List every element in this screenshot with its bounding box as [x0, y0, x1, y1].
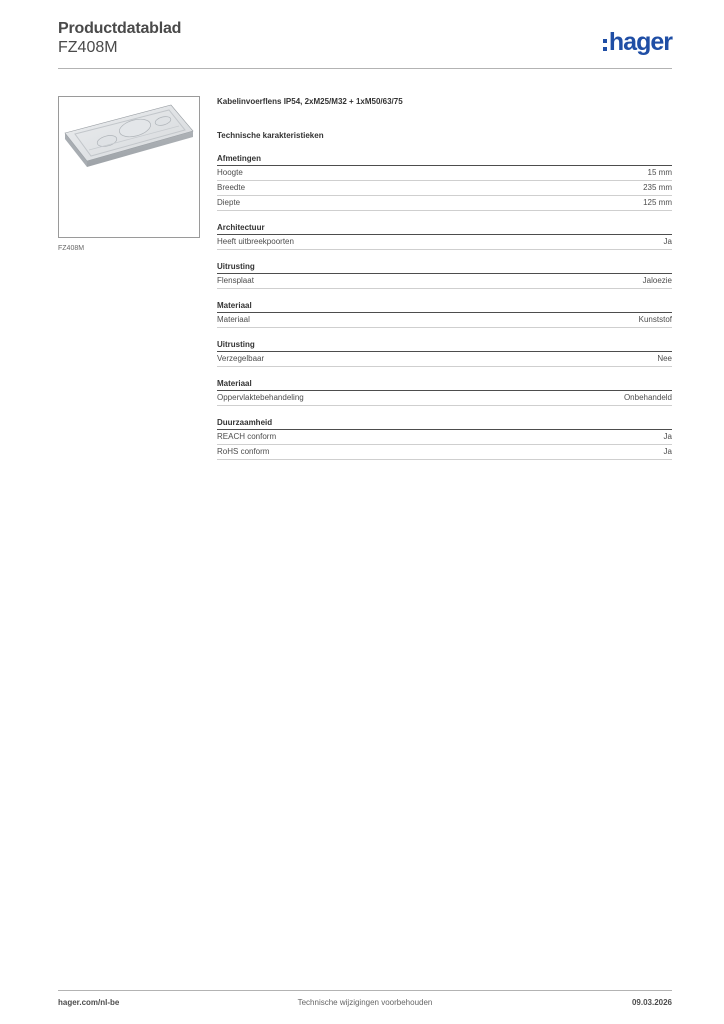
page-footer	[58, 998, 672, 1010]
footer-divider	[58, 990, 672, 991]
spec-section-equipment	[217, 338, 672, 367]
product-reference: FZ408M	[58, 39, 118, 56]
disclaimer-text: Technische wijzigingen voorbehouden	[297, 998, 433, 1007]
spec-row	[217, 235, 672, 250]
spec-label: Hoogte	[217, 168, 243, 177]
spec-label: Diepte	[217, 198, 241, 207]
spec-label: Flensplaat	[217, 276, 254, 285]
section-title: Materiaal	[217, 299, 672, 313]
spec-row	[217, 445, 672, 460]
cable-entry-plate-illustration	[59, 97, 199, 237]
section-title: Duurzaamheid	[217, 416, 672, 430]
spec-section-sustainability	[217, 416, 672, 460]
product-image	[58, 96, 200, 238]
section-title: Uitrusting	[217, 338, 672, 352]
spec-value: Ja	[663, 447, 672, 456]
spec-value: Onbehandeld	[623, 393, 672, 402]
spec-label: Heeft uitbreekpoorten	[217, 237, 294, 246]
hager-logo	[603, 28, 672, 56]
spec-section-dimensions	[217, 152, 672, 211]
spec-section-material	[217, 377, 672, 406]
spec-value: 125 mm	[643, 198, 672, 207]
document-title: Productdatablad	[58, 20, 182, 37]
spec-label: Verzegelbaar	[217, 354, 265, 363]
spec-section-equipment	[217, 260, 672, 289]
spec-row	[217, 196, 672, 211]
spec-row	[217, 274, 672, 289]
spec-section-architecture	[217, 221, 672, 250]
spec-section-material	[217, 299, 672, 328]
spec-label: Oppervlaktebehandeling	[217, 393, 304, 402]
image-caption: FZ408M	[58, 245, 85, 252]
spec-label: Materiaal	[217, 315, 250, 324]
spec-label: RoHS conform	[217, 447, 270, 456]
product-specifications	[217, 96, 672, 460]
section-title: Materiaal	[217, 377, 672, 391]
spec-row	[217, 430, 672, 445]
spec-value: 235 mm	[643, 183, 672, 192]
spec-row	[217, 313, 672, 328]
section-title: Afmetingen	[217, 152, 672, 166]
spec-value: Nee	[657, 354, 672, 363]
header-divider	[58, 68, 672, 69]
spec-value: 15 mm	[647, 168, 672, 177]
website-link[interactable]: hager.com/nl-be	[58, 998, 120, 1007]
spec-label: Breedte	[217, 183, 246, 192]
section-title: Uitrusting	[217, 260, 672, 274]
spec-label: REACH conform	[217, 432, 277, 441]
spec-value: Ja	[663, 237, 672, 246]
spec-value: Ja	[663, 432, 672, 441]
spec-row	[217, 166, 672, 181]
document-date: 09.03.2026	[631, 998, 672, 1007]
logo-colon-icon	[603, 39, 607, 51]
spec-row	[217, 352, 672, 367]
spec-row	[217, 181, 672, 196]
spec-value: Jaloezie	[642, 276, 672, 285]
logo-wordmark: hager	[608, 27, 672, 56]
section-title: Architectuur	[217, 221, 672, 235]
product-description: Kabelinvoerflens IP54, 2xM25/M32 + 1xM50/63/75	[217, 97, 403, 106]
spec-row	[217, 391, 672, 406]
technical-characteristics-heading: Technische karakteristieken	[217, 131, 324, 140]
spec-value: Kunststof	[638, 315, 672, 324]
page-header	[58, 20, 672, 70]
